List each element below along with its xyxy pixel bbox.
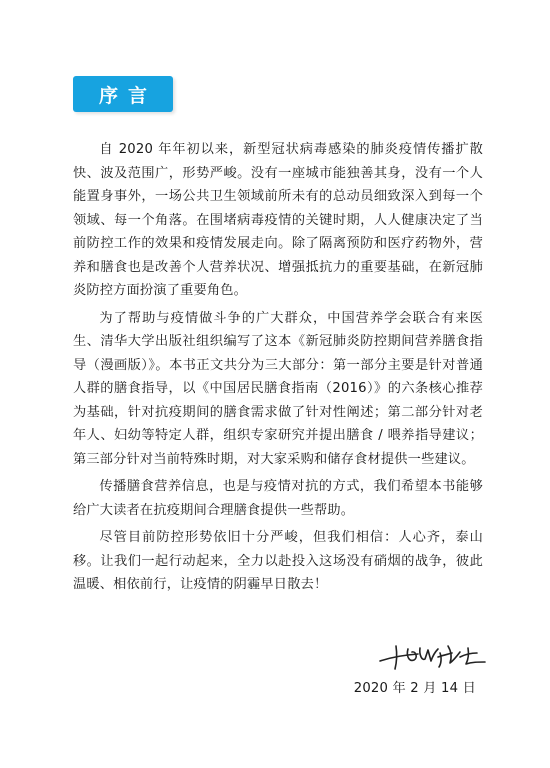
preface-heading-title: 序言 (98, 84, 157, 107)
preface-paragraph-4: 尽管目前防控形势依旧十分严峻，但我们相信：人心齐，泰山移。让我们一起行动起来，全力以赴投入这场没有硝烟的战争，彼此温暖、相依前行，让疫情的阴霾早日散去！ (73, 530, 483, 592)
handwritten-signature (378, 640, 488, 674)
preface-body (73, 138, 483, 601)
preface-paragraph-2: 为了帮助与疫情做斗争的广大群众，中国营养学会联合有来医生、清华大学出版社组织编写了这本《新冠肺炎防控期间营养膳食指导（漫画版）》。本书正文共分为三大部分：第一部分主要是针对普通人群的膳食指导，以《中国居民膳食指南（2016）》的六条核心推荐为基础，针对抗疫期间的膳食需求做了针对性阐述；第二部分针对老年人、妇幼等特定人群，组织专家研究并提出膳食 / 喂养指导建议；第三部分针对当前特殊时期，对大家采购和储存食材提供一些建议。 (73, 310, 483, 467)
preface-date: 2020 年 2 月 14 日 (353, 681, 476, 696)
preface-paragraph-3: 传播膳食营养信息，也是与疫情对抗的方式，我们希望本书能够给广大读者在抗疫期间合理膳食提供一些帮助。 (73, 479, 483, 518)
preface-paragraph-1: 自 2020 年年初以来，新型冠状病毒感染的肺炎疫情传播扩散快、波及范围广，形势严峻。没有一座城市能独善其身，没有一个人能置身事外，一场公共卫生领域前所未有的总动员细致深入到每一个领域、每一个角落。在围堵病毒疫情的关键时期，人人健康决定了当前防控工作的效果和疫情发展走向。除了隔离预防和医疗药物外，营养和膳食也是改善个人营养状况、增强抵抗力的重要基础，在新冠肺炎防控方面扮演了重要角色。 (73, 142, 483, 298)
preface-heading-badge (73, 76, 173, 112)
